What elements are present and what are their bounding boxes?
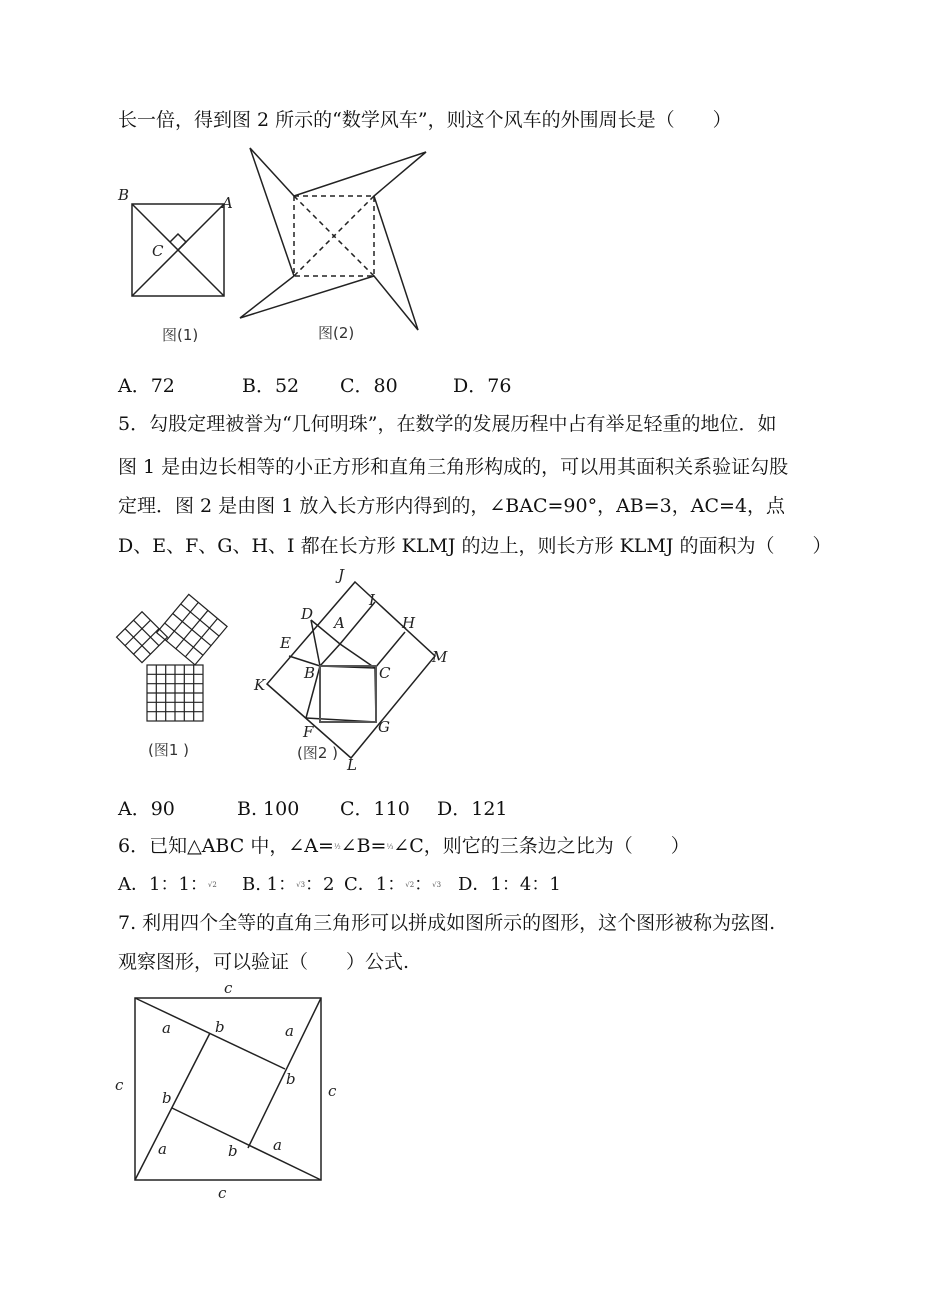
q6-option-b-sqrt: √3: [296, 881, 306, 889]
q5-fig2-label-h: H: [402, 614, 416, 632]
q6-option-c-mid: ：: [414, 874, 433, 895]
q6-option-b-post: ：2: [305, 874, 335, 895]
q6-option-b[interactable]: [242, 873, 335, 897]
q4-option-a[interactable]: A．72: [118, 375, 175, 397]
q5-fig2-label-e: E: [280, 634, 291, 652]
q5-fig2-label-k: K: [254, 676, 266, 694]
q7-text-line1: 7. 利用四个全等的直角三角形可以拼成如图所示的图形，这个图形被称为弦图.: [118, 912, 776, 934]
q6-stem-mid: ∠B=: [340, 835, 387, 857]
q5-option-d[interactable]: D．121: [437, 798, 508, 820]
q5-figure-2: [245, 560, 460, 775]
q7-label-a-1: a: [162, 1019, 171, 1037]
q5-fig2-caption: (图2 ): [297, 744, 339, 762]
q5-fig2-label-f: F: [303, 723, 314, 741]
q4-option-b[interactable]: B．52: [242, 375, 300, 397]
q7-label-c-bottom: c: [218, 1184, 227, 1202]
q5-option-b[interactable]: B. 100: [237, 798, 300, 820]
q7-label-b-4: b: [228, 1142, 238, 1160]
q6-option-c-text: C．1：: [344, 874, 406, 895]
q6-option-c-sqrt1: √2: [405, 881, 415, 889]
q6-frac-half: ½: [333, 843, 341, 851]
q7-text-line2: 观察图形，可以验证（ ）公式.: [118, 951, 410, 973]
q5-fig2-label-j: J: [338, 566, 345, 584]
q5-fig2-label-g: G: [378, 718, 390, 736]
q6-stem: [118, 834, 690, 859]
q6-option-a-sqrt: √2: [207, 881, 217, 889]
q4-option-d[interactable]: D．76: [453, 375, 512, 397]
q7-label-b-3: b: [162, 1089, 172, 1107]
q4-text-line1: 长一倍，得到图 2 所示的“数学风车”，则这个风车的外围周长是（ ）: [118, 109, 732, 131]
q5-text-line1: 5．勾股定理被誉为“几何明珠”，在数学的发展历程中占有举足轻重的地位．如: [118, 413, 777, 435]
q6-stem-post: ∠C，则它的三条边之比为（ ）: [393, 835, 690, 857]
q7-chord-figure: [110, 978, 350, 1203]
q5-option-c[interactable]: C．110: [340, 798, 410, 820]
q7-label-c-top: c: [224, 979, 233, 997]
q5-fig2-label-i: I: [369, 591, 375, 609]
q7-label-a-2: a: [285, 1022, 294, 1040]
q6-option-c-sqrt2: √3: [432, 881, 442, 889]
q6-option-a-text: A．1：1：: [118, 874, 208, 895]
q6-option-b-text: B. 1：: [242, 874, 297, 895]
q4-figure-2: [240, 140, 440, 350]
q7-label-a-4: a: [273, 1136, 282, 1154]
q5-fig2-label-d: D: [301, 605, 314, 623]
q5-fig2-label-l: L: [347, 756, 357, 774]
q7-label-c-right: c: [328, 1082, 337, 1100]
q5-text-line4: D、E、F、G、H、I 都在长方形 KLMJ 的边上，则长方形 KLMJ 的面积为（ ）: [118, 535, 832, 557]
q5-fig2-label-m: M: [432, 648, 448, 666]
q5-fig1-caption: (图1 ): [148, 741, 190, 759]
q5-text-line3: 定理．图 2 是由图 1 放入长方形内得到的，∠BAC=90°，AB=3，AC=4，点: [118, 495, 786, 517]
q6-option-c[interactable]: [344, 873, 441, 897]
q6-frac-third: ⅓: [386, 843, 394, 851]
q7-label-c-left: c: [115, 1076, 124, 1094]
q7-label-b-2: b: [286, 1070, 296, 1088]
q4-fig1-caption: 图(1): [162, 326, 199, 344]
q4-fig1-label-b: B: [118, 186, 130, 204]
q4-figure-1: [110, 180, 240, 350]
q4-fig1-label-c: C: [152, 242, 164, 260]
q7-label-a-3: a: [158, 1140, 167, 1158]
q7-label-b-1: b: [215, 1018, 225, 1036]
q4-fig2-caption: 图(2): [318, 324, 355, 342]
q5-option-a[interactable]: A．90: [118, 798, 175, 820]
q4-fig1-label-a: A: [222, 194, 233, 212]
q5-fig2-label-b: B: [304, 664, 316, 682]
q5-figure-1: [110, 595, 240, 770]
q5-fig2-label-c: C: [379, 664, 391, 682]
q6-stem-pre: 6．已知△ABC 中，∠A=: [118, 835, 334, 857]
q6-option-a[interactable]: [118, 873, 217, 897]
q5-text-line2: 图 1 是由边长相等的小正方形和直角三角形构成的，可以用其面积关系验证勾股: [118, 456, 789, 478]
q5-fig2-label-a: A: [334, 614, 345, 632]
q4-option-c[interactable]: C．80: [340, 375, 398, 397]
q6-option-d[interactable]: D．1：4：1: [458, 874, 561, 895]
